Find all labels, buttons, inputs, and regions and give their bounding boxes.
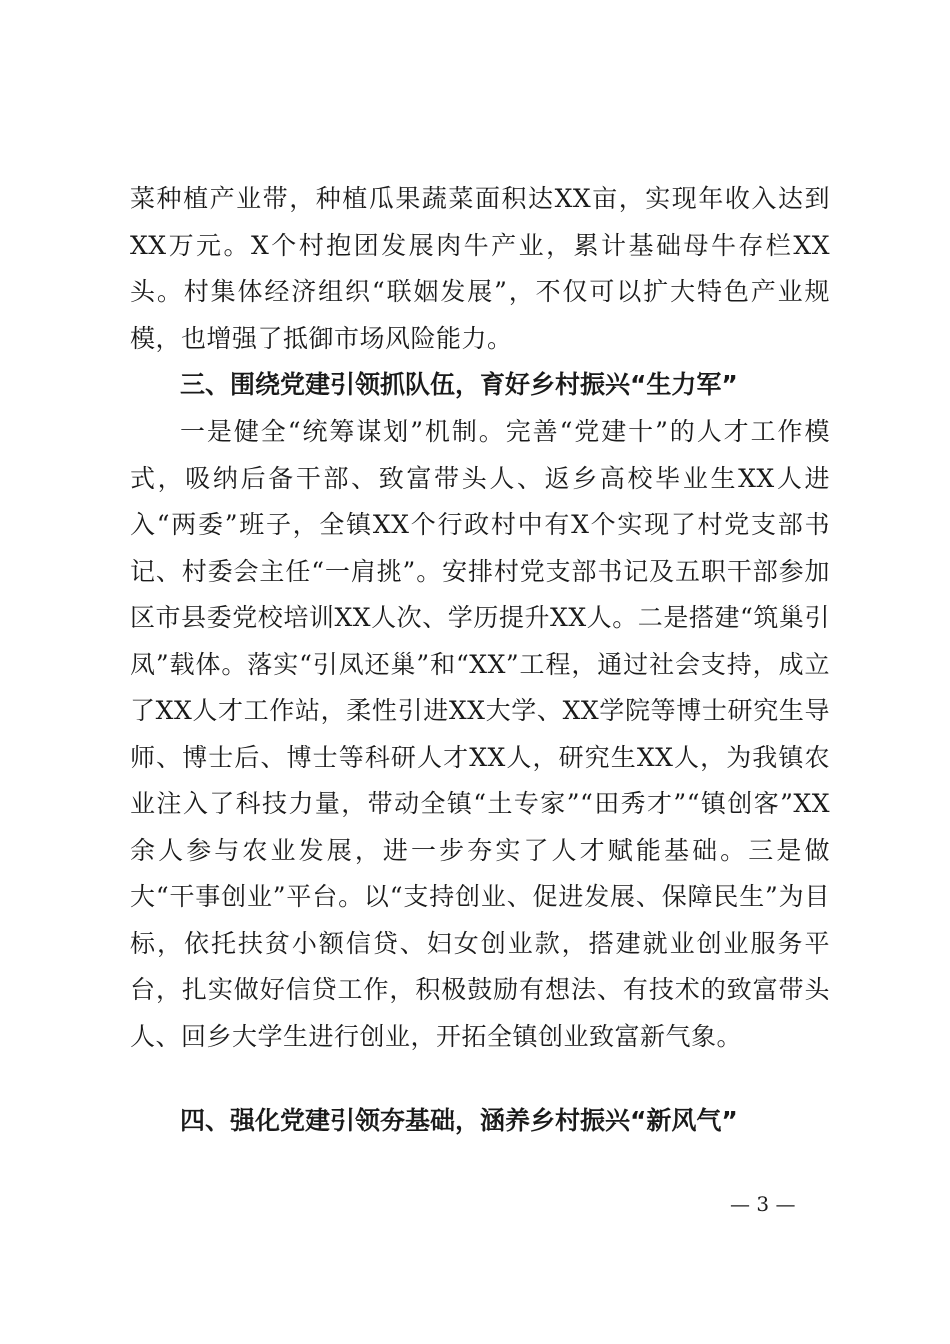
body-paragraph-industry: 菜种植产业带，种植瓜果蔬菜面积达XX亩，实现年收入达到XX万元。X个村抱团发展肉牛产业，累计基础母牛存栏XX头。村集体经济组织“联姻发展”，不仅可以扩大特色产业规模，也增强了抵御市场风险能力。	[130, 184, 830, 353]
body-paragraph-talent: 一是健全“统筹谋划”机制。完善“党建十”的人才工作模式，吸纳后备干部、致富带头人、返乡高校毕业生XX人进入“两委”班子，全镇XX个行政村中有X个实现了村党支部书记、村委会主任“一肩挑”。安排村党支部书记及五职干部参加区市县委党校培训XX人次、学历提升XX人。二是搭建“筑巢引凤”载体。落实“引凤还巢”和“XX”工程，通过社会支持，成立了XX人才工作站，柔性引进XX大学、XX学院等博士研究生导师、博士后、博士等科研人才XX人，研究生XX人，为我镇农业注入了科技力量，带动全镇“土专家”“田秀才”“镇创客”XX余人参与农业发展，进一步夯实了人才赋能基础。三是做大“干事创业”平台。以“支持创业、促进发展、保障民生”为目标，依托扶贫小额信贷、妇女创业款，搭建就业创业服务平台，扎实做好信贷工作，积极鼓励有想法、有技术的致富带头人、回乡大学生进行创业，开拓全镇创业致富新气象。	[130, 417, 830, 1051]
section-heading-four: 四、强化党建引领夯基础，涵养乡村振兴“新风气”	[180, 1106, 738, 1135]
section-heading-three: 三、围绕党建引领抓队伍，育好乡村振兴“生力军”	[180, 370, 738, 399]
page-number: — 3 —	[730, 1192, 796, 1216]
